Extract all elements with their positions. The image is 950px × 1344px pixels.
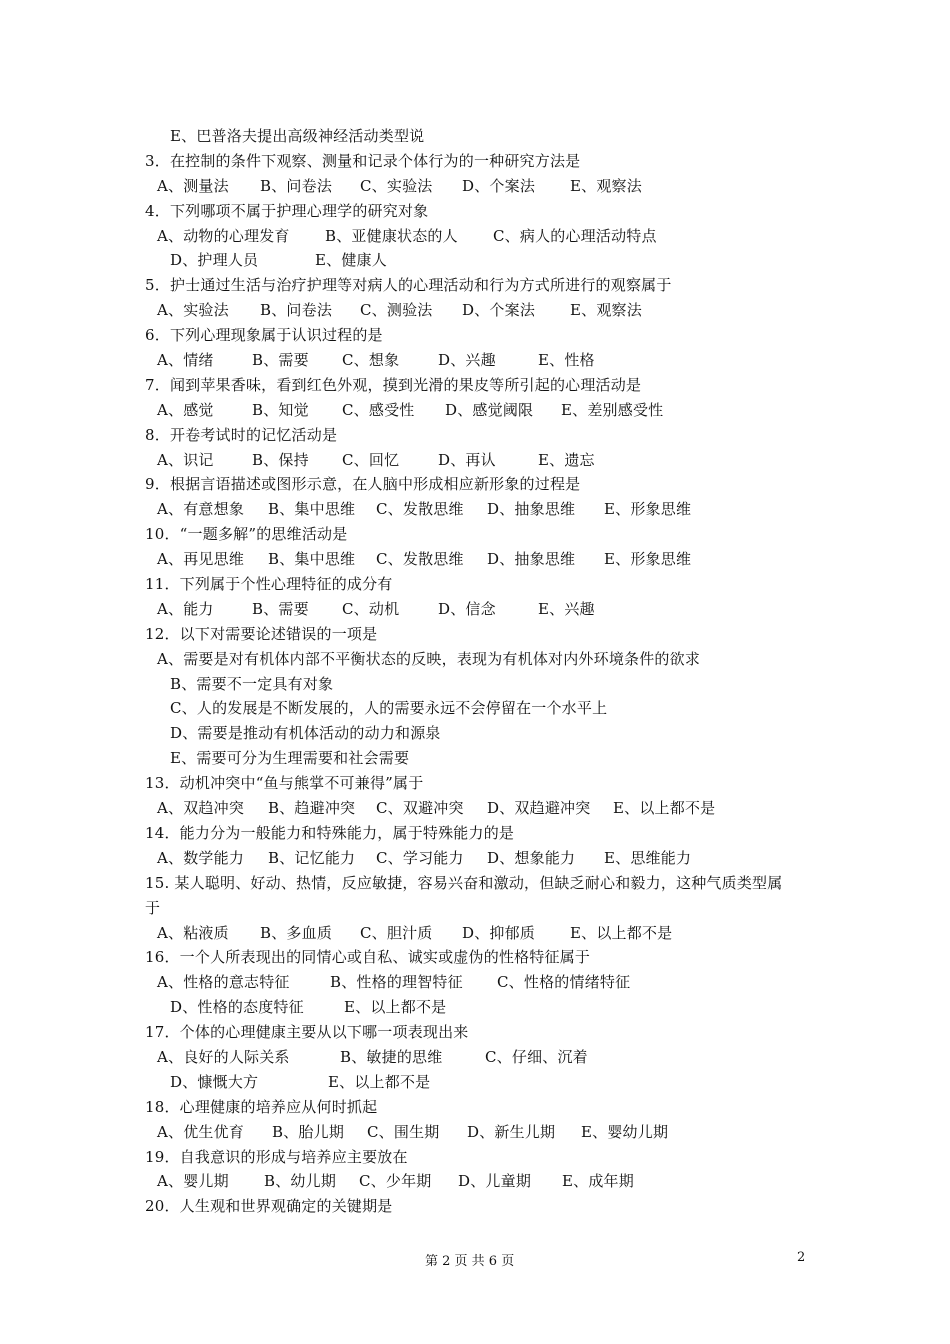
question-text: 13．动机冲突中“鱼与熊掌不可兼得”属于 (145, 774, 424, 793)
option-text: B、知觉 (252, 400, 309, 419)
option-text: C、发散思维 (376, 550, 464, 569)
option-text: A、优生优育 (157, 1122, 245, 1141)
question-text: 20．人生观和世界观确定的关键期是 (145, 1197, 393, 1216)
option-text: C、发散思维 (376, 500, 464, 519)
text-line (145, 298, 825, 323)
document-body (145, 124, 825, 1219)
question-text: 11．下列属于个性心理特征的成分有 (145, 575, 393, 594)
option-text: E、观察法 (570, 176, 642, 195)
text-line (145, 696, 825, 721)
text-line (145, 497, 825, 522)
option-text: D、兴趣 (438, 351, 496, 370)
option-text: D、个案法 (462, 301, 536, 320)
option-text: D、再认 (438, 450, 496, 469)
option-text: E、以上都不是 (328, 1072, 431, 1091)
option-text: C、实验法 (360, 176, 433, 195)
text-line (145, 995, 825, 1020)
text-line (145, 921, 825, 946)
option-text: C、胆汁质 (360, 923, 433, 942)
option-text: A、测量法 (157, 176, 229, 195)
option-text: A、需要是对有机体内部不平衡状态的反映，表现为有机体对内外环境条件的欲求 (157, 649, 701, 668)
option-text: E、婴幼儿期 (581, 1122, 669, 1141)
option-text: A、动物的心理发育 (157, 226, 290, 245)
option-text: C、学习能力 (376, 848, 464, 867)
option-text: A、粘液质 (157, 923, 229, 942)
option-text: C、回忆 (342, 450, 400, 469)
question-text: 17．个体的心理健康主要从以下哪一项表现出来 (145, 1023, 469, 1042)
option-text: D、想象能力 (487, 848, 576, 867)
option-text: D、儿童期 (458, 1172, 532, 1191)
option-text: E、巴普洛夫提出高级神经活动类型说 (170, 127, 425, 145)
text-line (145, 1169, 825, 1194)
option-text: B、集中思维 (268, 500, 356, 519)
question-text: 于 (145, 898, 161, 917)
question-text: 7．闻到苹果香味，看到红色外观，摸到光滑的果皮等所引起的心理活动是 (145, 375, 642, 394)
text-line (145, 348, 825, 373)
option-text: C、双避冲突 (376, 799, 464, 818)
text-line (145, 572, 825, 597)
option-text: B、亚健康状态的人 (325, 226, 458, 245)
footer-page-number: 2 (797, 1250, 806, 1265)
option-text: E、形象思维 (604, 550, 692, 569)
option-text: A、情绪 (157, 351, 214, 370)
option-text: E、成年期 (562, 1172, 634, 1191)
question-text: 18．心理健康的培养应从何时抓起 (145, 1097, 378, 1116)
option-text: A、良好的人际关系 (157, 1047, 290, 1066)
option-text: B、幼儿期 (264, 1172, 337, 1191)
option-text: A、数学能力 (157, 848, 245, 867)
option-text: E、需要可分为生理需要和社会需要 (170, 749, 410, 768)
option-text: E、差别感受性 (561, 400, 664, 419)
option-text: A、性格的意志特征 (157, 973, 290, 992)
option-text: D、抑郁质 (462, 923, 536, 942)
option-text: D、慷慨大方 (170, 1072, 259, 1091)
option-text: B、敏捷的思维 (340, 1047, 443, 1066)
option-text: B、需要 (252, 351, 309, 370)
option-text: D、新生儿期 (467, 1122, 556, 1141)
question-text: 14．能力分为一般能力和特殊能力，属于特殊能力的是 (145, 823, 515, 842)
option-text: B、保持 (252, 450, 309, 469)
text-line (145, 423, 825, 448)
text-line (145, 796, 825, 821)
text-line (145, 1095, 825, 1120)
text-line (145, 124, 825, 149)
option-text: C、病人的心理活动特点 (493, 226, 657, 245)
option-text: B、胎儿期 (272, 1122, 345, 1141)
text-line (145, 1145, 825, 1170)
question-text: 4．下列哪项不属于护理心理学的研究对象 (145, 201, 429, 220)
text-line (145, 522, 825, 547)
option-text: B、集中思维 (268, 550, 356, 569)
option-text: A、再见思维 (157, 550, 245, 569)
text-line (145, 1045, 825, 1070)
option-text: C、人的发展是不断发展的，人的需要永远不会停留在一个水平上 (170, 699, 608, 718)
option-text: D、个案法 (462, 176, 536, 195)
option-text: C、测验法 (360, 301, 433, 320)
text-line (145, 896, 825, 921)
option-text: B、需要不一定具有对象 (170, 674, 334, 693)
option-text: B、记忆能力 (268, 848, 356, 867)
text-line (145, 1120, 825, 1145)
option-text: A、有意想象 (157, 500, 245, 519)
option-text: A、感觉 (157, 400, 214, 419)
text-line (145, 248, 825, 273)
question-text: 16．一个人所表现出的同情心或自私、诚实或虚伪的性格特征属于 (145, 948, 591, 967)
option-text: E、性格 (538, 351, 595, 370)
text-line (145, 821, 825, 846)
option-text: B、性格的理智特征 (330, 973, 463, 992)
text-line (145, 771, 825, 796)
option-text: D、性格的态度特征 (170, 998, 304, 1017)
text-line (145, 149, 825, 174)
question-text: 8．开卷考试时的记忆活动是 (145, 425, 338, 444)
text-line (145, 672, 825, 697)
text-line (145, 273, 825, 298)
option-text: E、思维能力 (604, 848, 692, 867)
option-text: D、护理人员 (170, 251, 259, 270)
question-text: 10．“一题多解”的思维活动是 (145, 525, 348, 544)
text-line (145, 472, 825, 497)
question-text: 12．以下对需要论述错误的一项是 (145, 624, 378, 643)
option-text: D、双趋避冲突 (487, 799, 591, 818)
option-text: E、健康人 (315, 251, 387, 270)
question-text: 5．护士通过生活与治疗护理等对病人的心理活动和行为方式所进行的观察属于 (145, 276, 672, 295)
option-text: E、遗忘 (538, 450, 595, 469)
option-text: D、感觉阈限 (445, 400, 534, 419)
question-text: 6．下列心理现象属于认识过程的是 (145, 326, 383, 345)
text-line (145, 398, 825, 423)
option-text: B、趋避冲突 (268, 799, 356, 818)
text-line (145, 622, 825, 647)
text-line (145, 224, 825, 249)
option-text: C、性格的情绪特征 (497, 973, 631, 992)
option-text: C、想象 (342, 351, 400, 370)
option-text: E、观察法 (570, 301, 642, 320)
question-text: 3．在控制的条件下观察、测量和记录个体行为的一种研究方法是 (145, 151, 581, 170)
option-text: A、能力 (157, 599, 214, 618)
option-text: B、问卷法 (260, 176, 333, 195)
option-text: E、形象思维 (604, 500, 692, 519)
text-line (145, 1020, 825, 1045)
text-line (145, 846, 825, 871)
question-text: 9．根据言语描述或图形示意，在人脑中形成相应新形象的过程是 (145, 475, 581, 494)
text-line (145, 1070, 825, 1095)
text-line (145, 199, 825, 224)
text-line (145, 1194, 825, 1219)
option-text: A、识记 (157, 450, 214, 469)
option-text: D、需要是推动有机体活动的动力和源泉 (170, 724, 441, 743)
option-text: D、信念 (438, 599, 496, 618)
option-text: B、需要 (252, 599, 309, 618)
question-text: 19．自我意识的形成与培养应主要放在 (145, 1147, 408, 1166)
text-line (145, 448, 825, 473)
option-text: E、以上都不是 (613, 799, 716, 818)
text-line (145, 945, 825, 970)
text-line (145, 721, 825, 746)
option-text: A、双趋冲突 (157, 799, 245, 818)
option-text: C、少年期 (359, 1172, 432, 1191)
text-line (145, 746, 825, 771)
option-text: C、仔细、沉着 (485, 1047, 588, 1066)
text-line (145, 647, 825, 672)
footer-page-label: 第 2 页 共 6 页 (425, 1254, 515, 1269)
option-text: D、抽象思维 (487, 500, 576, 519)
question-text: 15. 某人聪明、好动、热情，反应敏捷，容易兴奋和激动，但缺乏耐心和毅力，这种气质类型属 (145, 873, 783, 892)
text-line (145, 174, 825, 199)
option-text: E、以上都不是 (570, 923, 673, 942)
option-text: A、实验法 (157, 301, 229, 320)
option-text: B、多血质 (260, 923, 333, 942)
text-line (145, 323, 825, 348)
text-line (145, 547, 825, 572)
option-text: E、以上都不是 (344, 998, 447, 1017)
text-line (145, 373, 825, 398)
text-line (145, 597, 825, 622)
option-text: D、抽象思维 (487, 550, 576, 569)
option-text: C、动机 (342, 599, 400, 618)
option-text: E、兴趣 (538, 599, 595, 618)
option-text: C、感受性 (342, 400, 415, 419)
text-line (145, 970, 825, 995)
option-text: A、婴儿期 (157, 1172, 229, 1191)
text-line (145, 871, 825, 896)
option-text: B、问卷法 (260, 301, 333, 320)
option-text: C、围生期 (367, 1122, 440, 1141)
